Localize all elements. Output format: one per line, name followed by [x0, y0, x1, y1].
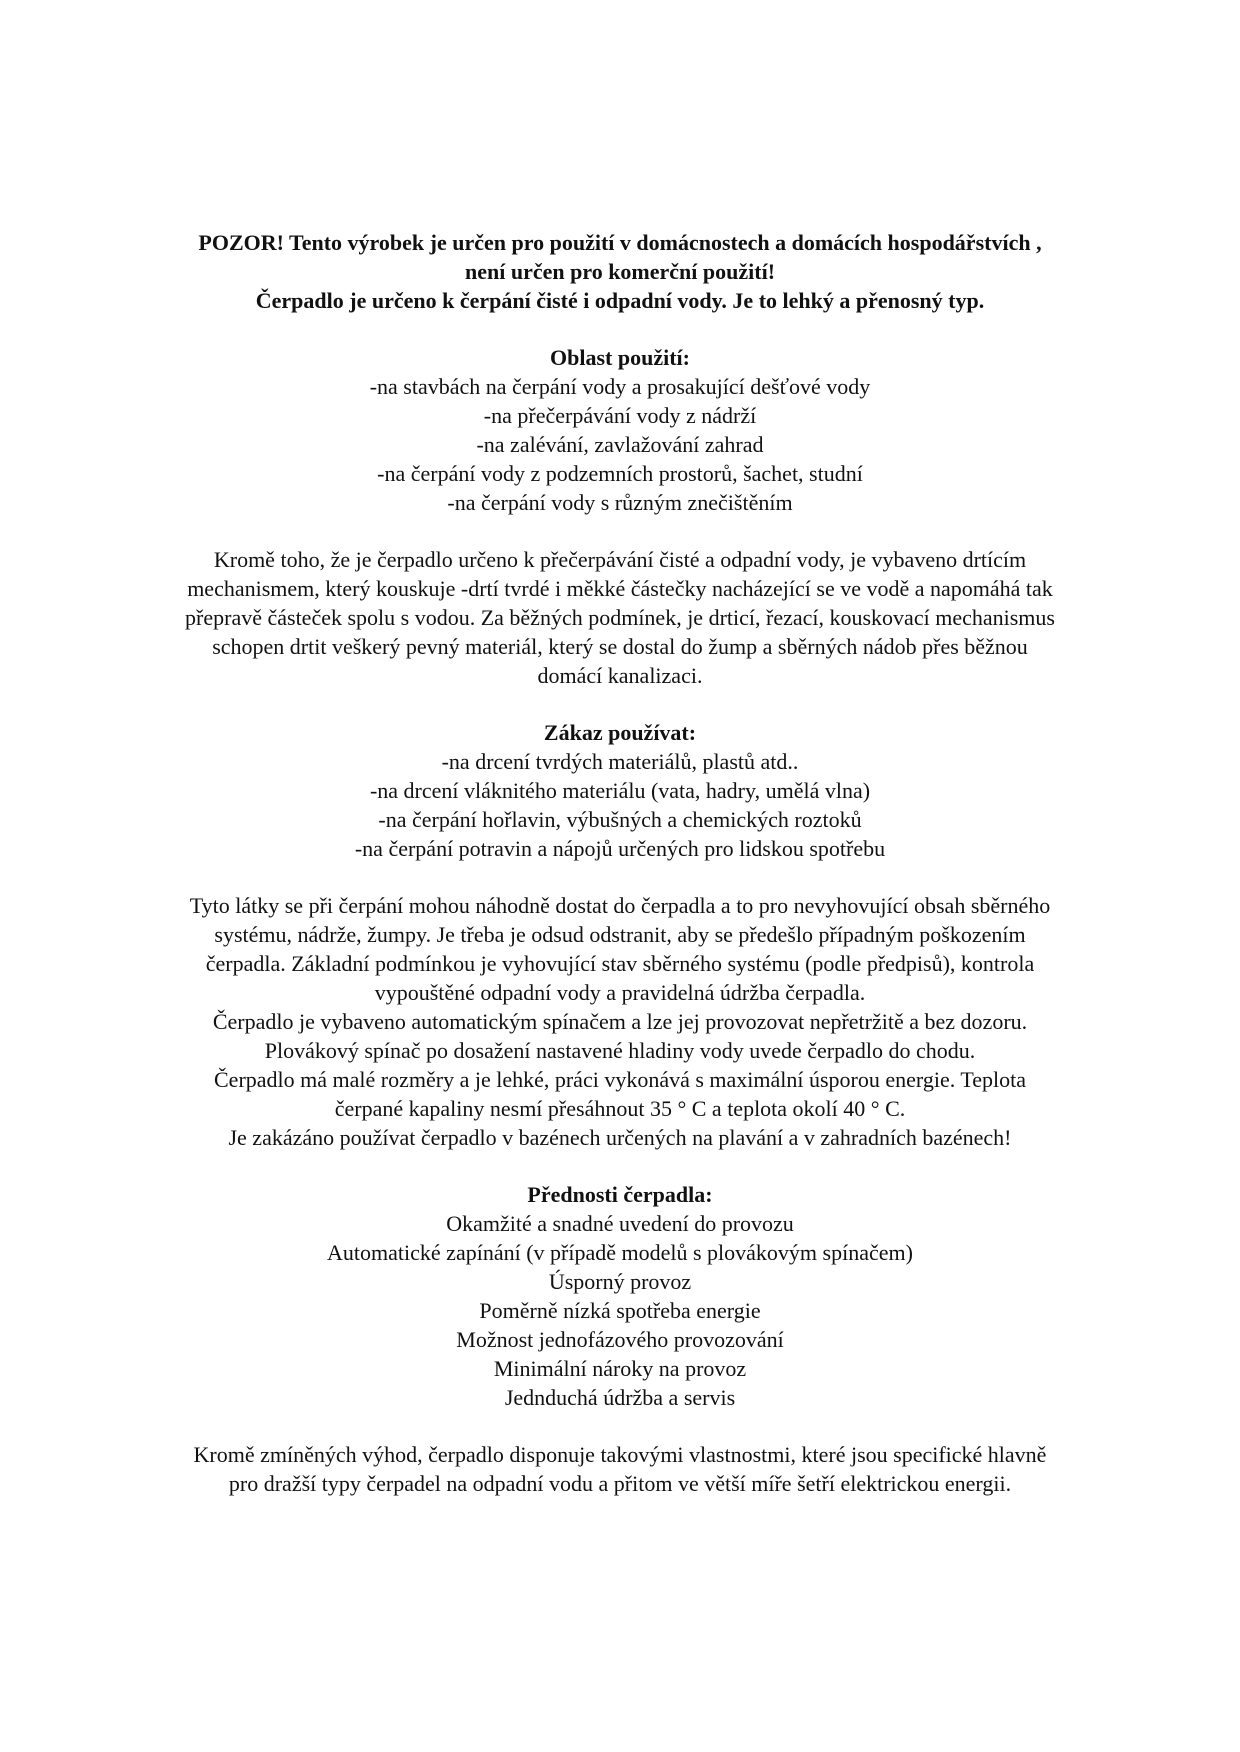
- usage-item: -na čerpání vody s různým znečištěním: [447, 490, 793, 515]
- usage-item: -na čerpání vody z podzemních prostorů, šachet, studní: [377, 461, 863, 486]
- warning-line: není určen pro komerční použití!: [464, 259, 776, 284]
- spacer: [110, 863, 1130, 891]
- notes-paragraph: [110, 891, 1130, 1152]
- paragraph-line: Kromě zmíněných výhod, čerpadlo disponuje takovými vlastnostmi, které jsou specifické hlavně: [193, 1442, 1047, 1467]
- advantage-item: Minimální nároky na provoz: [493, 1356, 747, 1381]
- paragraph-line: čerpadla. Základní podmínkou je vyhovující stav sběrného systému (podle předpisů), kontrola: [205, 951, 1035, 976]
- prohibited-item: -na čerpání hořlavin, výbušných a chemických roztoků: [378, 807, 862, 832]
- warning-line: POZOR! Tento výrobek je určen pro použití v domácnostech a domácích hospodářstvích ,: [198, 230, 1042, 255]
- advantages-heading: Přednosti čerpadla:: [527, 1182, 713, 1207]
- usage-section: [110, 343, 1130, 517]
- spacer: [110, 690, 1130, 718]
- warning-line: Čerpadlo je určeno k čerpání čisté i odpadní vody. Je to lehký a přenosný typ.: [255, 288, 985, 313]
- document-page: [110, 228, 1130, 1498]
- paragraph-line: přepravě částeček spolu s vodou. Za běžných podmínek, je drticí, řezací, kouskovací mechanismus: [185, 605, 1055, 630]
- usage-item: -na stavbách na čerpání vody a prosakující dešťové vody: [369, 374, 871, 399]
- paragraph-line: mechanismem, který kouskuje -drtí tvrdé i měkké částečky nacházející se ve vodě a napomáhá tak: [187, 576, 1053, 601]
- paragraph-line: Tyto látky se při čerpání mohou náhodně dostat do čerpadla a to pro nevyhovující obsah sběrného: [189, 893, 1051, 918]
- spacer: [110, 315, 1130, 343]
- paragraph-line: systému, nádrže, žumpy. Je třeba je odsud odstranit, aby se předešlo případným poškozením: [214, 922, 1026, 947]
- prohibited-heading: Zákaz používat:: [543, 720, 697, 745]
- paragraph-line: Kromě toho, že je čerpadlo určeno k přečerpávání čisté a odpadní vody, je vybaveno drtícím: [213, 547, 1027, 572]
- advantage-item: Úsporný provoz: [548, 1269, 692, 1294]
- usage-item: -na přečerpávání vody z nádrží: [483, 403, 757, 428]
- spacer: [110, 1152, 1130, 1180]
- mechanism-paragraph: [110, 545, 1130, 690]
- paragraph-line: schopen drtit veškerý pevný materiál, který se dostal do žump a sběrných nádob přes běžnou: [212, 634, 1028, 659]
- prohibited-item: -na čerpání potravin a nápojů určených pro lidskou spotřebu: [354, 836, 886, 861]
- usage-heading: Oblast použití:: [550, 345, 690, 370]
- prohibited-section: [110, 718, 1130, 863]
- warning-section: [110, 228, 1130, 315]
- prohibited-item: -na drcení vláknitého materiálu (vata, hadry, umělá vlna): [369, 778, 871, 803]
- prohibited-item: -na drcení tvrdých materiálů, plastů atd..: [441, 749, 799, 774]
- advantage-item: Možnost jednofázového provozování: [456, 1327, 784, 1352]
- advantage-item: Jednduchá údržba a servis: [504, 1385, 736, 1410]
- paragraph-line: pro dražší typy čerpadel na odpadní vodu a přitom ve větší míře šetří elektrickou energii.: [228, 1471, 1012, 1496]
- advantage-item: Automatické zapínání (v případě modelů s plovákovým spínačem): [327, 1240, 913, 1265]
- paragraph-line: Čerpadlo má malé rozměry a je lehké, práci vykonává s maximální úsporou energie. Teplota: [214, 1067, 1026, 1092]
- paragraph-line: Je zakázáno používat čerpadlo v bazénech určených na plavání a v zahradních bazénech!: [228, 1125, 1012, 1150]
- paragraph-line: čerpané kapaliny nesmí přesáhnout 35 ° C a teplota okolí 40 ° C.: [334, 1096, 906, 1121]
- advantages-section: [110, 1180, 1130, 1412]
- paragraph-line: Plovákový spínač po dosažení nastavené hladiny vody uvede čerpadlo do chodu.: [264, 1038, 976, 1063]
- usage-item: -na zalévání, zavlažování zahrad: [476, 432, 764, 457]
- paragraph-line: vypouštěné odpadní vody a pravidelná údržba čerpadla.: [374, 980, 866, 1005]
- paragraph-line: domácí kanalizaci.: [537, 663, 703, 688]
- closing-paragraph: [110, 1440, 1130, 1498]
- spacer: [110, 1412, 1130, 1440]
- paragraph-line: Čerpadlo je vybaveno automatickým spínačem a lze jej provozovat nepřetržitě a bez dozoru.: [212, 1009, 1028, 1034]
- spacer: [110, 517, 1130, 545]
- advantage-item: Poměrně nízká spotřeba energie: [479, 1298, 761, 1323]
- advantage-item: Okamžité a snadné uvedení do provozu: [446, 1211, 794, 1236]
